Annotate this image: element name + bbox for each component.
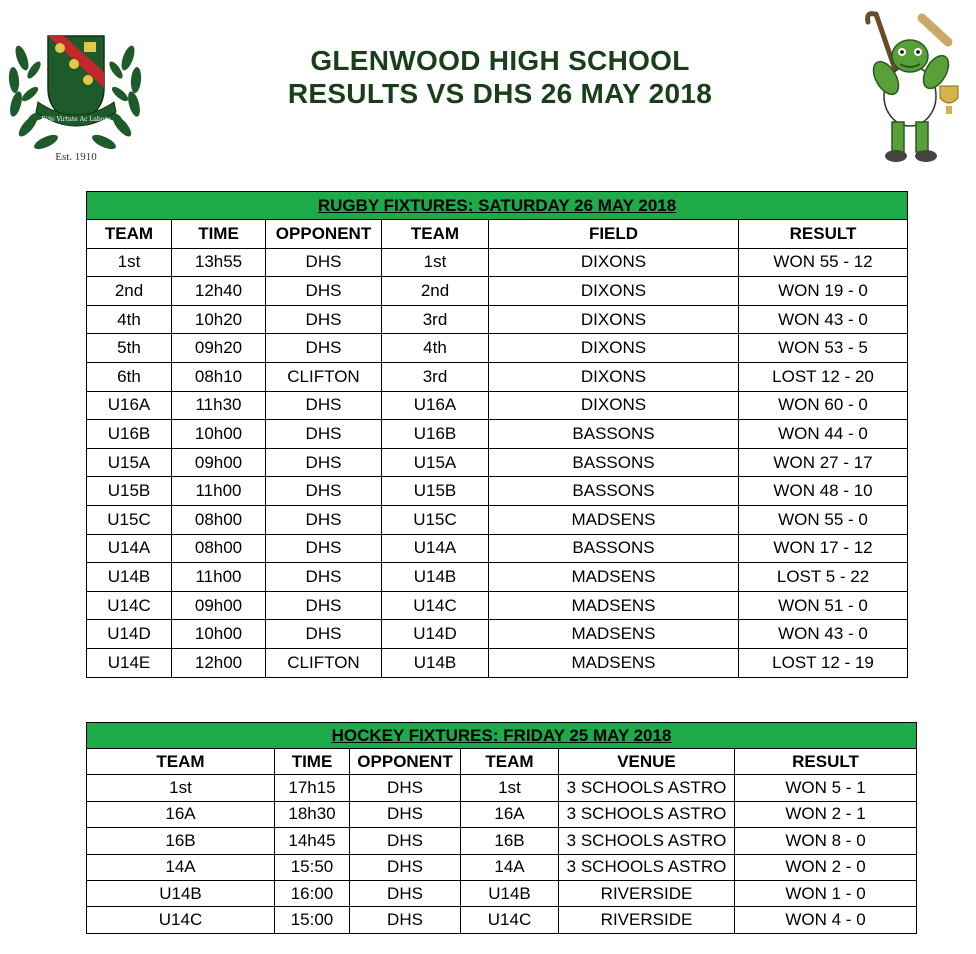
rugby-table-cell: U14B <box>87 563 172 592</box>
hockey-table-cell: 16B <box>87 828 275 854</box>
hockey-table-row <box>87 828 917 854</box>
rugby-caption: RUGBY FIXTURES: SATURDAY 26 MAY 2018 <box>87 192 908 220</box>
rugby-table-cell: 09h00 <box>172 448 266 477</box>
rugby-table-cell: MADSENS <box>489 591 739 620</box>
hockey-table-cell: 14h45 <box>275 828 350 854</box>
rugby-table-cell: U14C <box>382 591 489 620</box>
rugby-table-cell: U14E <box>87 648 172 677</box>
rugby-table-row <box>87 391 908 420</box>
rugby-table-cell: U14A <box>87 534 172 563</box>
rugby-table-cell: WON 51 - 0 <box>739 591 908 620</box>
rugby-table-row <box>87 277 908 306</box>
rugby-table-cell: U14D <box>87 620 172 649</box>
rugby-table-cell: U15A <box>87 448 172 477</box>
crest-motto: Fide Virtute Ac Labore <box>41 116 111 123</box>
hockey-table-cell: WON 5 - 1 <box>735 775 917 801</box>
rugby-table-cell: U14D <box>382 620 489 649</box>
rugby-table-cell: WON 43 - 0 <box>739 620 908 649</box>
rugby-table-row <box>87 505 908 534</box>
rugby-table-cell: 2nd <box>87 277 172 306</box>
rugby-table-cell: 5th <box>87 334 172 363</box>
rugby-table-cell: U15B <box>87 477 172 506</box>
hockey-table-cell: 16:00 <box>275 880 350 906</box>
hockey-fixtures-table <box>86 722 917 934</box>
rugby-table-cell: 11h00 <box>172 563 266 592</box>
rugby-table-cell: 10h00 <box>172 620 266 649</box>
hockey-table-cell: DHS <box>350 854 461 880</box>
hockey-table-cell: WON 4 - 0 <box>735 907 917 933</box>
rugby-column-header: FIELD <box>489 220 739 249</box>
rugby-table-row <box>87 305 908 334</box>
hockey-table-cell: U14B <box>461 880 559 906</box>
rugby-table-cell: 08h10 <box>172 362 266 391</box>
hockey-table-cell: DHS <box>350 775 461 801</box>
hockey-table-cell: WON 2 - 1 <box>735 801 917 827</box>
rugby-table-row <box>87 334 908 363</box>
rugby-table-row <box>87 448 908 477</box>
rugby-table-cell: 10h00 <box>172 420 266 449</box>
hockey-table-row <box>87 880 917 906</box>
rugby-table-row <box>87 534 908 563</box>
rugby-table-cell: 11h30 <box>172 391 266 420</box>
rugby-table-cell: U15C <box>87 505 172 534</box>
rugby-table-cell: 09h20 <box>172 334 266 363</box>
rugby-table-cell: WON 55 - 12 <box>739 248 908 277</box>
rugby-table-cell: LOST 12 - 19 <box>739 648 908 677</box>
rugby-table-cell: DHS <box>266 448 382 477</box>
page-title <box>240 44 760 110</box>
rugby-table-cell: U15B <box>382 477 489 506</box>
rugby-table-cell: 12h00 <box>172 648 266 677</box>
hockey-table-cell: 14A <box>461 854 559 880</box>
rugby-table-cell: DIXONS <box>489 362 739 391</box>
hockey-table-cell: 15:00 <box>275 907 350 933</box>
rugby-table-row <box>87 648 908 677</box>
hockey-table-cell: WON 8 - 0 <box>735 828 917 854</box>
hockey-table-cell: 3 SCHOOLS ASTRO <box>559 775 735 801</box>
rugby-table-cell: DIXONS <box>489 334 739 363</box>
hockey-table-cell: 16A <box>87 801 275 827</box>
hockey-table-cell: 18h30 <box>275 801 350 827</box>
rugby-table-cell: BASSONS <box>489 448 739 477</box>
rugby-table-cell: DHS <box>266 334 382 363</box>
rugby-column-header: OPPONENT <box>266 220 382 249</box>
rugby-table-cell: BASSONS <box>489 420 739 449</box>
rugby-table-cell: BASSONS <box>489 477 739 506</box>
rugby-table-cell: 08h00 <box>172 505 266 534</box>
hockey-table-cell: U14C <box>461 907 559 933</box>
rugby-column-header: TEAM <box>382 220 489 249</box>
rugby-table-cell: 4th <box>87 305 172 334</box>
rugby-table-cell: U15C <box>382 505 489 534</box>
hockey-table-cell: DHS <box>350 907 461 933</box>
rugby-table-row <box>87 477 908 506</box>
hockey-table-cell: 15:50 <box>275 854 350 880</box>
rugby-table-cell: 08h00 <box>172 534 266 563</box>
hockey-caption-row <box>87 723 917 749</box>
hockey-header-row <box>87 749 917 775</box>
hockey-table-cell: 1st <box>87 775 275 801</box>
rugby-table-cell: 1st <box>87 248 172 277</box>
hockey-table-cell: 3 SCHOOLS ASTRO <box>559 828 735 854</box>
rugby-table-row <box>87 563 908 592</box>
rugby-table-cell: U15A <box>382 448 489 477</box>
rugby-fixtures-table <box>86 191 908 678</box>
hockey-table-cell: RIVERSIDE <box>559 907 735 933</box>
hockey-column-header: TEAM <box>87 749 275 775</box>
rugby-column-header: TEAM <box>87 220 172 249</box>
rugby-table-cell: DHS <box>266 277 382 306</box>
rugby-table-cell: WON 53 - 5 <box>739 334 908 363</box>
hockey-column-header: RESULT <box>735 749 917 775</box>
rugby-table-cell: 1st <box>382 248 489 277</box>
hockey-table-cell: U14C <box>87 907 275 933</box>
school-crest-logo <box>4 18 146 168</box>
rugby-table-cell: 3rd <box>382 305 489 334</box>
rugby-table-cell: WON 19 - 0 <box>739 277 908 306</box>
rugby-table-cell: MADSENS <box>489 563 739 592</box>
rugby-table-cell: DHS <box>266 477 382 506</box>
hockey-column-header: VENUE <box>559 749 735 775</box>
rugby-table-cell: WON 43 - 0 <box>739 305 908 334</box>
rugby-table-cell: 2nd <box>382 277 489 306</box>
rugby-table-cell: DIXONS <box>489 391 739 420</box>
rugby-table-cell: DHS <box>266 420 382 449</box>
rugby-table-cell: DHS <box>266 591 382 620</box>
crest-established: Est. 1910 <box>55 151 97 163</box>
rugby-column-header: TIME <box>172 220 266 249</box>
title-line-1: GLENWOOD HIGH SCHOOL <box>310 45 690 76</box>
hockey-table-cell: RIVERSIDE <box>559 880 735 906</box>
hockey-table-cell: U14B <box>87 880 275 906</box>
rugby-table-cell: 3rd <box>382 362 489 391</box>
title-line-2: RESULTS VS DHS 26 MAY 2018 <box>287 78 713 109</box>
hockey-column-header: OPPONENT <box>350 749 461 775</box>
rugby-table-cell: 10h20 <box>172 305 266 334</box>
hockey-table-row <box>87 801 917 827</box>
rugby-table-cell: DHS <box>266 505 382 534</box>
rugby-table-cell: DIXONS <box>489 248 739 277</box>
rugby-table-row <box>87 620 908 649</box>
rugby-table-cell: CLIFTON <box>266 648 382 677</box>
rugby-table-cell: U16B <box>87 420 172 449</box>
rugby-table-cell: 12h40 <box>172 277 266 306</box>
rugby-header-row <box>87 220 908 249</box>
rugby-table-cell: DHS <box>266 248 382 277</box>
rugby-table-cell: 13h55 <box>172 248 266 277</box>
hockey-table-row <box>87 854 917 880</box>
rugby-table-cell: DIXONS <box>489 277 739 306</box>
rugby-table-cell: U14B <box>382 648 489 677</box>
rugby-caption-row <box>87 192 908 220</box>
rugby-table-cell: MADSENS <box>489 648 739 677</box>
rugby-table-cell: LOST 5 - 22 <box>739 563 908 592</box>
rugby-table-cell: WON 48 - 10 <box>739 477 908 506</box>
rugby-table-cell: WON 17 - 12 <box>739 534 908 563</box>
hockey-table-cell: 16A <box>461 801 559 827</box>
rugby-table-cell: 6th <box>87 362 172 391</box>
rugby-table-cell: WON 55 - 0 <box>739 505 908 534</box>
mascot-logo <box>852 8 968 166</box>
rugby-table-row <box>87 591 908 620</box>
rugby-table-cell: DHS <box>266 305 382 334</box>
hockey-table-cell: 3 SCHOOLS ASTRO <box>559 854 735 880</box>
rugby-table-cell: 11h00 <box>172 477 266 506</box>
rugby-table-cell: U14A <box>382 534 489 563</box>
rugby-table-cell: LOST 12 - 20 <box>739 362 908 391</box>
hockey-table-cell: 14A <box>87 854 275 880</box>
rugby-table-cell: DIXONS <box>489 305 739 334</box>
hockey-table-cell: WON 1 - 0 <box>735 880 917 906</box>
rugby-table-cell: DHS <box>266 534 382 563</box>
rugby-table-cell: MADSENS <box>489 505 739 534</box>
rugby-table-row <box>87 420 908 449</box>
hockey-table-cell: WON 2 - 0 <box>735 854 917 880</box>
rugby-table-cell: 4th <box>382 334 489 363</box>
hockey-column-header: TIME <box>275 749 350 775</box>
hockey-table-cell: 1st <box>461 775 559 801</box>
rugby-table-cell: WON 44 - 0 <box>739 420 908 449</box>
rugby-table-row <box>87 248 908 277</box>
rugby-table-cell: U16A <box>382 391 489 420</box>
rugby-table-cell: WON 27 - 17 <box>739 448 908 477</box>
hockey-table-cell: DHS <box>350 880 461 906</box>
rugby-table-cell: DHS <box>266 620 382 649</box>
rugby-column-header: RESULT <box>739 220 908 249</box>
rugby-table-cell: MADSENS <box>489 620 739 649</box>
hockey-column-header: TEAM <box>461 749 559 775</box>
rugby-table-cell: CLIFTON <box>266 362 382 391</box>
rugby-table-row <box>87 362 908 391</box>
rugby-table-cell: U16B <box>382 420 489 449</box>
hockey-table-cell: 17h15 <box>275 775 350 801</box>
rugby-table-cell: WON 60 - 0 <box>739 391 908 420</box>
rugby-table-cell: DHS <box>266 391 382 420</box>
rugby-table-cell: BASSONS <box>489 534 739 563</box>
hockey-table-cell: 3 SCHOOLS ASTRO <box>559 801 735 827</box>
hockey-table-row <box>87 907 917 933</box>
rugby-table-cell: U16A <box>87 391 172 420</box>
hockey-table-cell: 16B <box>461 828 559 854</box>
rugby-table-cell: DHS <box>266 563 382 592</box>
hockey-table-cell: DHS <box>350 801 461 827</box>
rugby-table-cell: U14B <box>382 563 489 592</box>
hockey-table-cell: DHS <box>350 828 461 854</box>
hockey-caption: HOCKEY FIXTURES: FRIDAY 25 MAY 2018 <box>87 723 917 749</box>
rugby-table-cell: U14C <box>87 591 172 620</box>
rugby-table-cell: 09h00 <box>172 591 266 620</box>
hockey-table-row <box>87 775 917 801</box>
